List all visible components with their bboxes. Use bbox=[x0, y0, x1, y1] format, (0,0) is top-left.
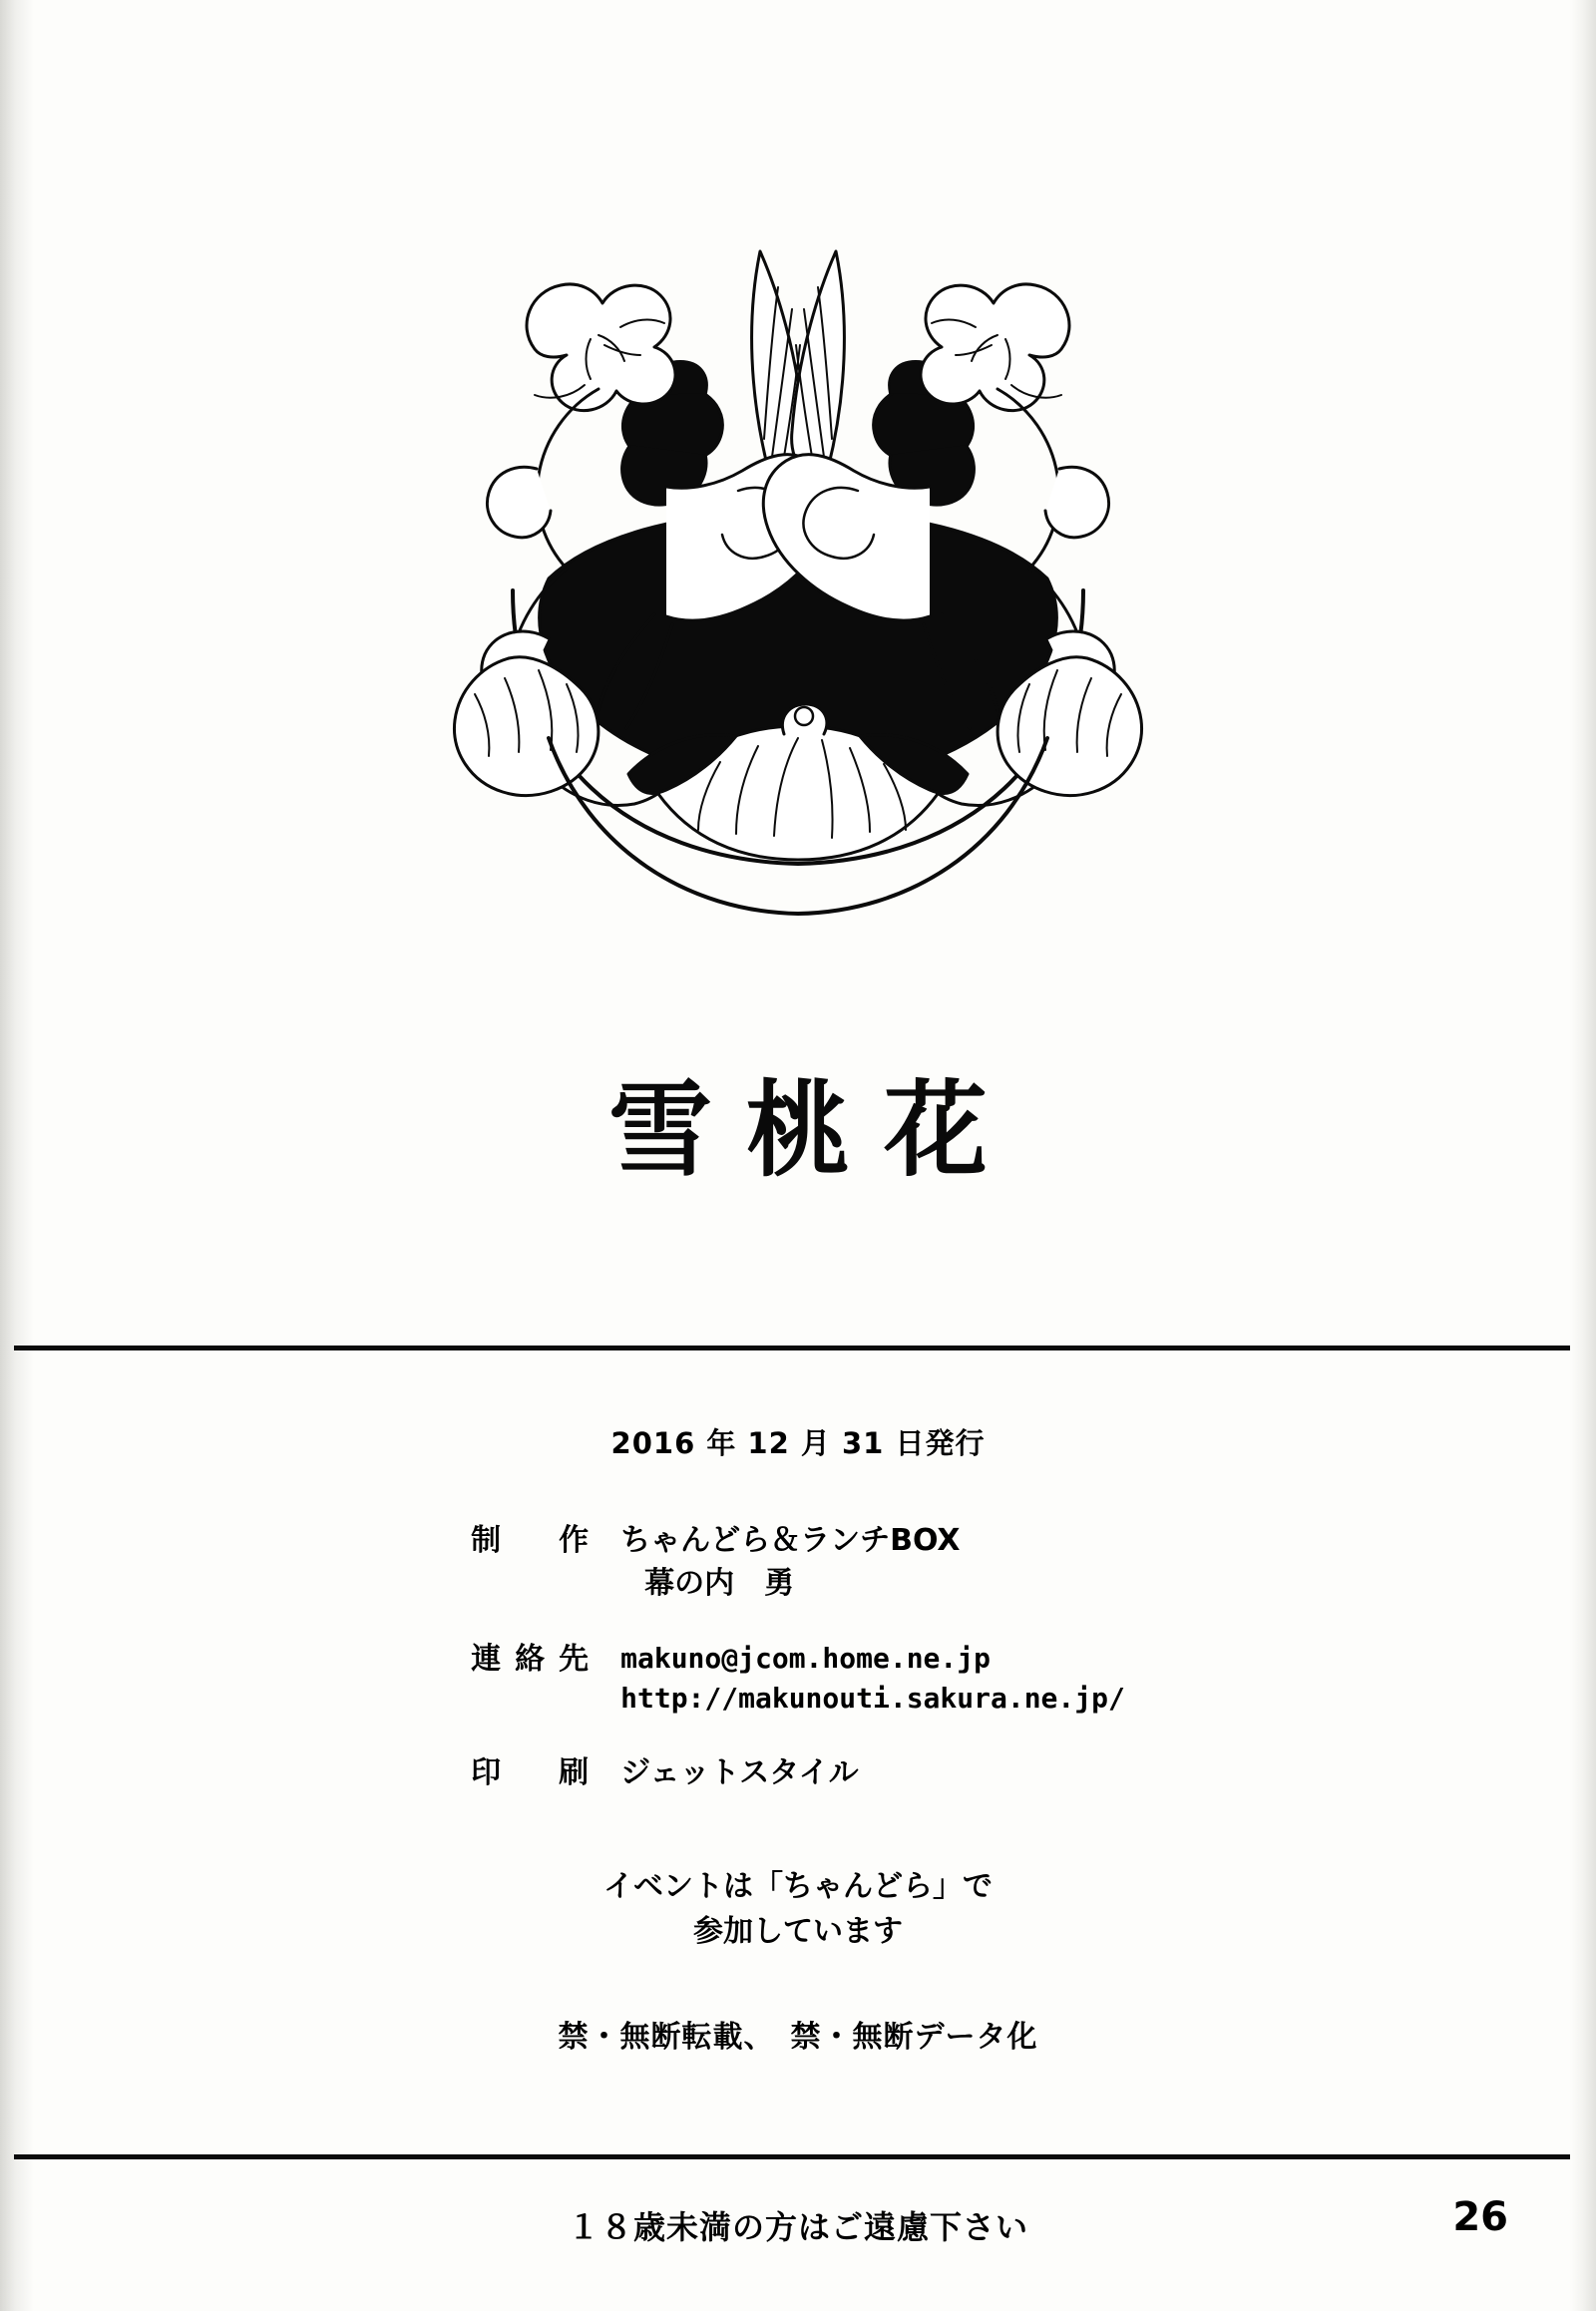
age-restriction-notice: １８歳未満の方はご遠慮下さい bbox=[567, 2208, 1028, 2246]
colophon-block bbox=[0, 1421, 1596, 2056]
event-note-line1: イベントは「ちゃんどら」で bbox=[603, 1869, 993, 1905]
credit-values-printer bbox=[620, 1752, 1125, 1795]
page-title: 雪桃花 bbox=[607, 1068, 1021, 1191]
credit-values-production bbox=[620, 1520, 1125, 1605]
event-note-line2: 参加しています bbox=[693, 1914, 903, 1950]
credit-label-production: 制 作 bbox=[471, 1523, 603, 1558]
colophon-illustration bbox=[299, 140, 1297, 938]
event-participation-note bbox=[0, 1864, 1596, 1954]
credit-row-production bbox=[471, 1520, 1125, 1605]
contact-website[interactable]: http://makunouti.sakura.ne.jp/ bbox=[620, 1681, 1125, 1715]
divider-bottom bbox=[14, 2154, 1582, 2159]
credit-label-printer: 印 刷 bbox=[471, 1754, 603, 1790]
credit-label-contact: 連絡先 bbox=[471, 1642, 603, 1678]
credit-values-contact bbox=[620, 1639, 1125, 1719]
credit-row-printer bbox=[471, 1752, 1125, 1795]
publication-date: 2016 年 12 月 31 日発行 bbox=[610, 1426, 986, 1460]
printer-name: ジェットスタイル bbox=[620, 1754, 859, 1790]
credit-value-circle: ちゃんどら＆ランチBOX bbox=[620, 1523, 961, 1558]
credits-list bbox=[471, 1520, 1125, 1828]
page-number: 26 bbox=[1452, 2194, 1508, 2240]
no-reproduction-notice: 禁・無断転載、 禁・無断データ化 bbox=[558, 2020, 1038, 2056]
credit-row-contact bbox=[471, 1639, 1125, 1719]
contact-email[interactable]: makuno@jcom.home.ne.jp bbox=[620, 1642, 991, 1676]
divider-top bbox=[14, 1346, 1582, 1350]
credit-value-author: 幕の内 勇 bbox=[644, 1565, 795, 1601]
